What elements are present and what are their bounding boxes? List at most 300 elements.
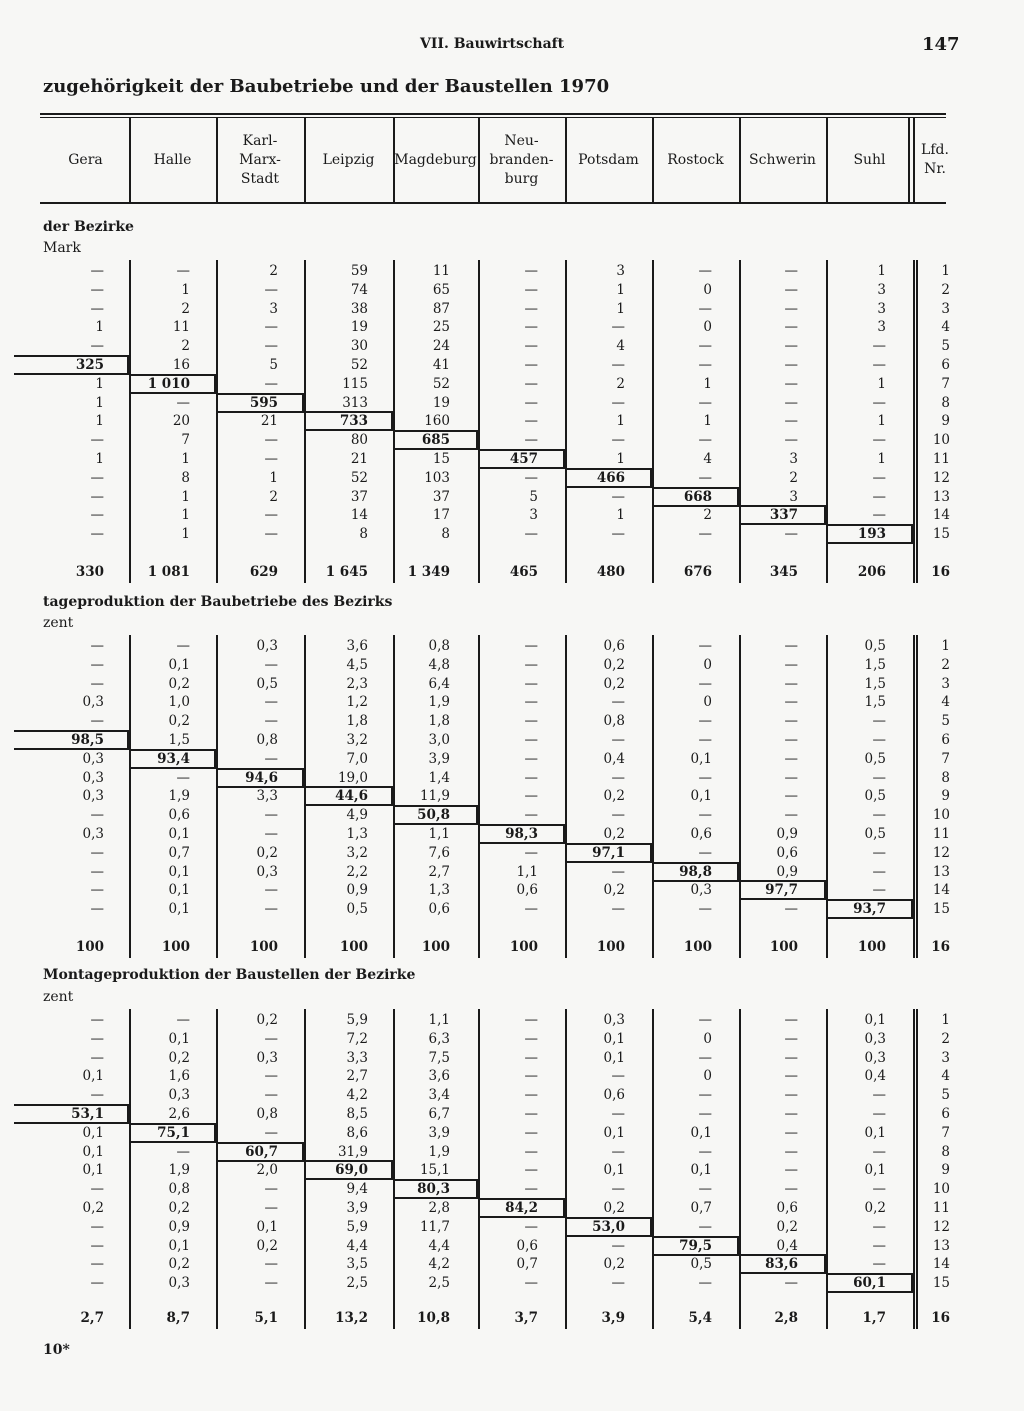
table-cell: 0,6	[776, 844, 798, 861]
table-cell: —	[784, 413, 798, 430]
column-header: Halle	[153, 151, 192, 168]
table-cell: 11	[432, 263, 450, 279]
row-number: 15	[932, 526, 950, 543]
table-cell: 25	[432, 319, 450, 336]
table-cell: —	[524, 1162, 538, 1179]
table-cell: —	[90, 882, 104, 899]
table-cell: —	[611, 769, 625, 786]
table-cell: 8,6	[346, 1124, 368, 1141]
table-cell: —	[524, 675, 538, 692]
table-cell: —	[264, 694, 278, 711]
table-cell: —	[698, 1106, 712, 1122]
table-cell: —	[264, 882, 278, 899]
table-cell: 0,1	[256, 1218, 278, 1235]
table-cell: —	[90, 1256, 104, 1273]
table-cell: —	[872, 769, 886, 786]
row-number: 8	[941, 394, 950, 411]
table-cell: —	[872, 1106, 886, 1122]
table-cell: —	[784, 769, 798, 786]
table-cell: 8,5	[346, 1106, 368, 1122]
table-cell: 0,4	[776, 1237, 798, 1254]
diagonal-highlight-box	[304, 1160, 393, 1180]
table-cell: 1,1	[428, 1012, 450, 1028]
table-cell: 1,5	[864, 675, 886, 692]
table-cell: 466	[596, 469, 625, 486]
table-cell: 0,4	[864, 1068, 886, 1085]
table-cell: 0,3	[864, 1030, 886, 1047]
total-cell: 629	[249, 564, 278, 580]
total-cell: 100	[339, 939, 368, 955]
table-cell: —	[264, 319, 278, 336]
column-divider	[916, 635, 918, 958]
table-cell: 1,8	[346, 713, 368, 730]
table-cell: —	[611, 1106, 625, 1122]
table-cell: 53,0	[592, 1218, 625, 1235]
diagonal-highlight-box	[304, 411, 393, 431]
table-cell: 75,1	[157, 1124, 190, 1141]
table-cell: 0,5	[864, 750, 886, 767]
table-cell: 2,7	[428, 863, 450, 880]
table-cell: 0	[703, 1030, 712, 1047]
table-cell: —	[264, 507, 278, 524]
table-cell: 2,3	[346, 675, 368, 692]
table-cell: 3,9	[428, 750, 450, 767]
table-cell: 0,8	[256, 1106, 278, 1122]
table-cell: 2,8	[428, 1200, 450, 1216]
table-cell: 0,2	[864, 1200, 886, 1216]
table-cell: —	[90, 863, 104, 880]
diagonal-highlight-box	[14, 730, 129, 750]
table-cell: 3	[877, 300, 886, 317]
diagonal-highlight-box	[652, 862, 739, 882]
table-cell: 1	[95, 413, 104, 430]
table-cell: 0,3	[82, 788, 104, 805]
table-cell: 0,2	[603, 656, 625, 673]
table-cell: —	[176, 394, 190, 411]
table-cell: —	[872, 469, 886, 486]
table-cell: —	[872, 732, 886, 748]
table-cell: 11	[172, 319, 190, 336]
table-cell: —	[90, 1012, 104, 1028]
table-cell: —	[784, 1049, 798, 1066]
table-cell: —	[784, 1012, 798, 1028]
table-cell: 2	[703, 507, 712, 524]
row-number: 3	[941, 675, 950, 692]
header-bottom-rule	[40, 202, 946, 204]
table-cell: —	[524, 413, 538, 430]
table-cell: —	[176, 1143, 190, 1160]
table-cell: 0,1	[168, 901, 190, 918]
table-cell: —	[524, 394, 538, 411]
table-cell: 3,9	[346, 1200, 368, 1216]
table-cell: —	[784, 263, 798, 279]
table-cell: —	[611, 694, 625, 711]
table-cell: 0,6	[168, 807, 190, 824]
table-cell: 0,8	[603, 713, 625, 730]
table-cell: 3,6	[346, 638, 368, 654]
table-cell: —	[698, 469, 712, 486]
total-cell: 100	[249, 939, 278, 955]
column-divider	[913, 635, 915, 958]
diagonal-highlight-box	[393, 805, 478, 825]
table-cell: 4,5	[346, 656, 368, 673]
table-cell: —	[784, 1030, 798, 1047]
diagonal-highlight-box	[393, 430, 478, 450]
table-cell: 0,3	[82, 826, 104, 842]
table-cell: —	[90, 638, 104, 654]
table-cell: —	[524, 319, 538, 336]
top-rule-thick	[40, 113, 946, 115]
table-cell: 0,4	[603, 750, 625, 767]
table-cell: 16	[172, 357, 190, 373]
table-cell: —	[784, 432, 798, 449]
table-cell: —	[698, 732, 712, 748]
table-cell: 337	[769, 507, 798, 524]
table-cell: 0,7	[690, 1200, 712, 1216]
table-cell: —	[611, 807, 625, 824]
table-cell: 74	[350, 281, 368, 298]
row-number: 1	[941, 263, 950, 279]
table-cell: —	[264, 713, 278, 730]
diagonal-highlight-box	[739, 880, 826, 900]
table-cell: —	[611, 319, 625, 336]
table-cell: —	[611, 1181, 625, 1198]
table-cell: —	[176, 769, 190, 786]
table-cell: 3,6	[428, 1068, 450, 1085]
table-cell: 0,2	[82, 1200, 104, 1216]
table-cell: 87	[432, 300, 450, 317]
table-cell: 31,9	[337, 1143, 368, 1160]
table-cell: —	[872, 863, 886, 880]
table-cell: —	[611, 901, 625, 918]
table-cell: —	[784, 375, 798, 392]
table-cell: 1,2	[346, 694, 368, 711]
table-cell: —	[784, 788, 798, 805]
column-header: Gera	[68, 151, 103, 168]
table-cell: —	[698, 338, 712, 355]
table-cell: 5	[269, 357, 278, 373]
table-cell: —	[784, 713, 798, 730]
table-cell: 1	[616, 507, 625, 524]
table-cell: 5	[529, 488, 538, 505]
table-cell: —	[264, 1181, 278, 1198]
column-header: Karl- Marx- Stadt	[239, 132, 281, 187]
row-number: 12	[932, 1218, 950, 1235]
table-cell: —	[90, 1218, 104, 1235]
table-cell: —	[524, 281, 538, 298]
table-cell: 7,0	[346, 750, 368, 767]
diagonal-highlight-box	[216, 768, 304, 788]
table-cell: 1	[95, 394, 104, 411]
table-cell: 115	[342, 375, 368, 392]
table-cell: 19	[350, 319, 368, 336]
row-number: 6	[941, 1106, 950, 1122]
table-cell: —	[698, 1087, 712, 1104]
table-cell: —	[524, 1275, 538, 1292]
table-cell: 4,2	[346, 1087, 368, 1104]
table-cell: —	[872, 1218, 886, 1235]
table-cell: —	[90, 526, 104, 543]
table-cell: —	[524, 1143, 538, 1160]
table-cell: —	[872, 1181, 886, 1198]
table-cell: 0,6	[516, 882, 538, 899]
table-cell: —	[524, 1049, 538, 1066]
table-cell: 0,5	[690, 1256, 712, 1273]
table-cell: —	[611, 863, 625, 880]
table-cell: 97,1	[592, 844, 625, 861]
section-subtitle: zent	[43, 615, 74, 631]
table-cell: 2	[789, 469, 798, 486]
table-cell: 3	[877, 319, 886, 336]
row-number: 5	[941, 1087, 950, 1104]
table-cell: —	[524, 432, 538, 449]
table-cell: —	[872, 882, 886, 899]
table-cell: 0,1	[690, 1162, 712, 1179]
table-cell: 0,1	[864, 1124, 886, 1141]
table-cell: 0,7	[168, 844, 190, 861]
table-cell: 0,2	[256, 844, 278, 861]
table-cell: 24	[432, 338, 450, 355]
table-cell: 50,8	[417, 807, 450, 824]
table-cell: —	[524, 1030, 538, 1047]
table-cell: 3,3	[346, 1049, 368, 1066]
table-cell: 0,1	[864, 1012, 886, 1028]
table-cell: —	[524, 769, 538, 786]
row-number: 4	[941, 1068, 950, 1085]
table-cell: 3,2	[346, 844, 368, 861]
table-cell: 0,8	[168, 1181, 190, 1198]
table-cell: —	[90, 300, 104, 317]
table-cell: —	[872, 1087, 886, 1104]
table-cell: —	[698, 1012, 712, 1028]
table-cell: 1	[181, 507, 190, 524]
row-number: 9	[941, 788, 950, 805]
table-cell: 14	[350, 507, 368, 524]
table-cell: 1	[181, 281, 190, 298]
total-cell: 2,8	[774, 1310, 798, 1326]
table-cell: —	[90, 432, 104, 449]
table-cell: —	[90, 1049, 104, 1066]
total-cell: 465	[509, 564, 538, 580]
diagonal-highlight-box	[826, 1273, 913, 1293]
table-cell: 2,2	[346, 863, 368, 880]
column-header: Neu- branden- burg	[489, 132, 554, 187]
diagonal-highlight-box	[826, 899, 913, 919]
row-number: 9	[941, 413, 950, 430]
table-cell: 1	[95, 451, 104, 467]
table-cell: —	[90, 807, 104, 824]
table-cell: 44,6	[335, 788, 368, 805]
table-cell: —	[176, 263, 190, 279]
table-cell: —	[784, 656, 798, 673]
total-cell: 100	[857, 939, 886, 955]
total-cell: 100	[596, 939, 625, 955]
table-cell: —	[524, 1012, 538, 1028]
table-cell: 0,1	[82, 1162, 104, 1179]
total-cell: 3,9	[601, 1310, 625, 1326]
table-cell: 1,3	[346, 826, 368, 842]
total-cell: 1 081	[147, 564, 190, 580]
table-cell: —	[784, 319, 798, 336]
table-cell: —	[784, 901, 798, 918]
table-cell: —	[784, 281, 798, 298]
table-cell: 80,3	[417, 1181, 450, 1198]
table-cell: 0,1	[168, 826, 190, 842]
table-cell: —	[698, 300, 712, 317]
table-cell: —	[698, 713, 712, 730]
table-cell: —	[264, 1030, 278, 1047]
row-number: 14	[932, 882, 950, 899]
table-cell: 3,5	[346, 1256, 368, 1273]
table-cell: 0,6	[690, 826, 712, 842]
table-cell: 0,2	[603, 675, 625, 692]
table-cell: 1,9	[428, 694, 450, 711]
diagonal-highlight-box	[478, 1198, 565, 1218]
column-divider	[916, 1009, 918, 1329]
table-cell: 60,1	[853, 1275, 886, 1292]
table-cell: —	[524, 263, 538, 279]
table-cell: 84,2	[505, 1200, 538, 1216]
table-cell: 0	[703, 694, 712, 711]
table-cell: —	[176, 638, 190, 654]
table-cell: 0,6	[428, 901, 450, 918]
table-cell: 19,0	[337, 769, 368, 786]
diagonal-highlight-box	[739, 505, 826, 525]
total-cell: 345	[769, 564, 798, 580]
table-cell: —	[611, 394, 625, 411]
table-cell: 0,2	[603, 1256, 625, 1273]
table-cell: —	[264, 750, 278, 767]
diagonal-highlight-box	[652, 1236, 739, 1256]
table-cell: 52	[350, 357, 368, 373]
table-cell: 1,3	[428, 882, 450, 899]
total-cell: 2,7	[80, 1310, 104, 1326]
row-number: 5	[941, 338, 950, 355]
table-cell: —	[90, 713, 104, 730]
table-cell: —	[524, 526, 538, 543]
total-cell: 1,7	[862, 1310, 886, 1326]
table-cell: —	[264, 281, 278, 298]
table-cell: —	[90, 488, 104, 505]
row-number: 6	[941, 357, 950, 373]
table-cell: —	[524, 844, 538, 861]
table-cell: 37	[350, 488, 368, 505]
table-cell: —	[264, 432, 278, 449]
table-cell: 8	[181, 469, 190, 486]
table-cell: 0,5	[256, 675, 278, 692]
table-cell: —	[264, 1068, 278, 1085]
total-cell: 480	[596, 564, 625, 580]
table-cell: —	[264, 1124, 278, 1141]
table-cell: 0,2	[168, 1200, 190, 1216]
table-cell: 0,1	[82, 1068, 104, 1085]
table-cell: 2,6	[168, 1106, 190, 1122]
table-cell: 4	[703, 451, 712, 467]
table-cell: 20	[172, 413, 190, 430]
table-cell: 2	[269, 488, 278, 505]
table-cell: —	[264, 1087, 278, 1104]
table-cell: —	[264, 526, 278, 543]
table-cell: 0,2	[256, 1012, 278, 1028]
table-cell: —	[611, 732, 625, 748]
table-cell: —	[784, 394, 798, 411]
table-cell: 0,3	[603, 1012, 625, 1028]
table-cell: 0,3	[168, 1275, 190, 1292]
table-cell: 80	[350, 432, 368, 449]
diagonal-highlight-box	[14, 1104, 129, 1124]
table-cell: —	[524, 1106, 538, 1122]
table-cell: —	[698, 844, 712, 861]
table-cell: 0,6	[603, 1087, 625, 1104]
table-cell: 2	[269, 263, 278, 279]
row-number: 14	[932, 507, 950, 524]
table-cell: —	[264, 826, 278, 842]
diagonal-highlight-box	[129, 374, 216, 394]
table-cell: 11,7	[419, 1218, 450, 1235]
table-cell: —	[524, 338, 538, 355]
table-cell: 595	[249, 394, 278, 411]
table-cell: 0,2	[256, 1237, 278, 1254]
table-cell: —	[611, 1068, 625, 1085]
row-number: 12	[932, 844, 950, 861]
table-cell: —	[698, 769, 712, 786]
table-cell: 0,2	[168, 713, 190, 730]
table-cell: 4,9	[346, 807, 368, 824]
table-cell: —	[872, 507, 886, 524]
table-cell: 60,7	[245, 1143, 278, 1160]
total-cell: 100	[683, 939, 712, 955]
table-cell: —	[611, 432, 625, 449]
section-subtitle: zent	[43, 989, 74, 1005]
table-cell: 6,7	[428, 1106, 450, 1122]
table-cell: —	[90, 1181, 104, 1198]
table-cell: —	[524, 375, 538, 392]
table-cell: 0,3	[256, 1049, 278, 1066]
table-cell: 0,6	[603, 638, 625, 654]
row-number: 4	[941, 694, 950, 711]
column-header: Rostock	[667, 151, 724, 168]
table-cell: 0	[703, 281, 712, 298]
table-cell: 0,2	[168, 1256, 190, 1273]
table-cell: 1	[877, 263, 886, 279]
table-cell: —	[611, 1237, 625, 1254]
table-cell: 4,2	[428, 1256, 450, 1273]
table-cell: 59	[350, 263, 368, 279]
table-cell: —	[524, 300, 538, 317]
table-cell: —	[784, 526, 798, 543]
table-cell: —	[698, 807, 712, 824]
table-cell: 1,0	[168, 694, 190, 711]
table-cell: —	[698, 263, 712, 279]
total-cell: 330	[75, 564, 104, 580]
page-title: zugehörigkeit der Baubetriebe und der Baustellen 1970	[43, 76, 610, 97]
table-cell: 0,3	[256, 638, 278, 654]
row-number: 11	[932, 1200, 950, 1216]
diagonal-highlight-box	[216, 393, 304, 413]
table-cell: —	[524, 638, 538, 654]
table-cell: 19	[432, 394, 450, 411]
table-cell: —	[698, 1143, 712, 1160]
diagonal-highlight-box	[565, 468, 652, 488]
row-number: 10	[932, 432, 950, 449]
table-cell: 94,6	[245, 769, 278, 786]
table-cell: —	[611, 1143, 625, 1160]
table-cell: —	[784, 1068, 798, 1085]
table-cell: 0,9	[776, 826, 798, 842]
table-cell: 1	[703, 375, 712, 392]
table-cell: 3,0	[428, 732, 450, 748]
table-cell: 2	[616, 375, 625, 392]
